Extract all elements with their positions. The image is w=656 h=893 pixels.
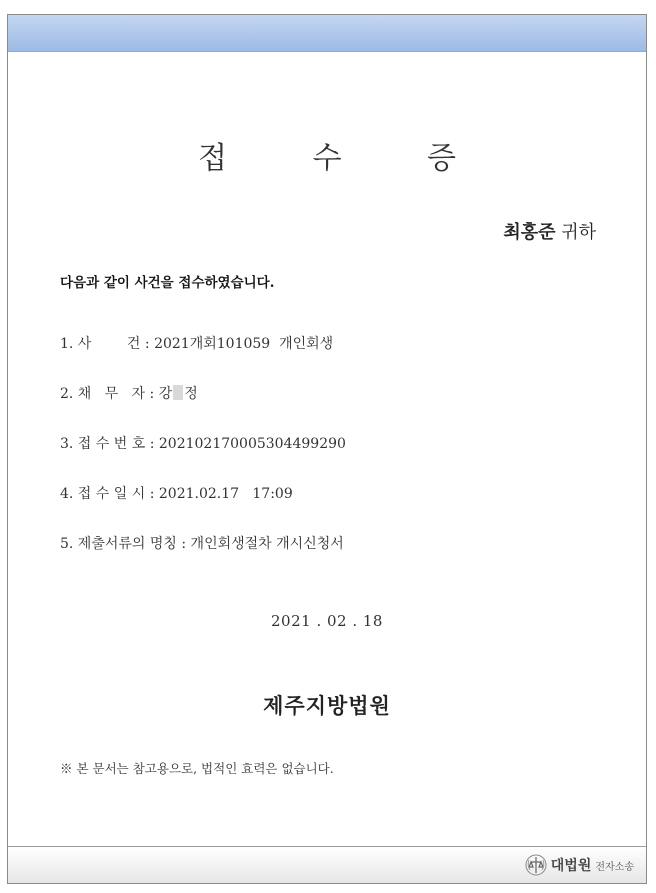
item-receipt-datetime <box>60 483 293 503</box>
item-debtor <box>60 383 198 403</box>
intro-text: 다음과 같이 사건을 접수하였습니다. <box>60 275 275 291</box>
logo-sub-text: 전자소송 <box>595 861 634 873</box>
court-emblem-icon <box>525 854 547 876</box>
issue-date: 2021 . 02 . 18 <box>271 612 383 630</box>
item-label: 4. 접 수 일 시 : <box>60 486 159 502</box>
item-label: 3. 접 수 번 호 : <box>60 436 159 452</box>
item-label: 2. 채 무 자 : <box>60 386 159 402</box>
item-value: 개인회생절차 개시신청서 <box>190 536 344 552</box>
item-value: 2021개회101059 개인회생 <box>154 336 334 352</box>
recipient-suffix: 귀하 <box>555 222 596 243</box>
item-receipt-number <box>60 433 346 453</box>
redaction-block <box>173 385 183 400</box>
supreme-court-logo <box>525 853 634 877</box>
item-label: 5. 제출서류의 명칭 : <box>60 536 191 552</box>
debtor-name-suffix: 정 <box>184 386 198 402</box>
item-case <box>60 333 333 353</box>
item-label: 1. 사 건 : <box>60 336 155 352</box>
recipient-name: 최홍준 <box>503 222 556 243</box>
top-bar <box>8 15 646 52</box>
disclaimer-note: ※ 본 문서는 참고용으로, 법적인 효력은 없습니다. <box>60 761 334 776</box>
logo-main-text: 대법원 <box>550 858 592 874</box>
item-value: 2021.02.17 17:09 <box>158 486 293 502</box>
footer-bar <box>8 846 646 883</box>
court-name: 제주지방법원 <box>263 693 391 718</box>
debtor-name-prefix: 강 <box>158 386 173 402</box>
recipient <box>503 218 596 244</box>
item-document-name <box>60 533 344 553</box>
document-title: 접 수 증 <box>197 141 494 176</box>
document-frame <box>7 14 647 884</box>
item-value: 20210217000530449929​0 <box>158 436 346 452</box>
